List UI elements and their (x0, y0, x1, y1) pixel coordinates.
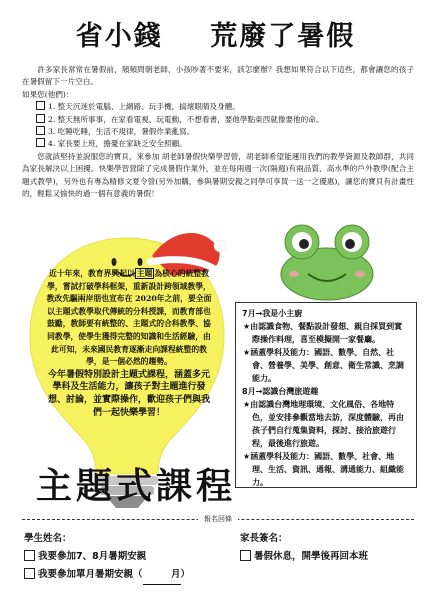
condition-item: 1. 整天沉迷於電腦、上網路、玩手機，搞壞眼睛及身體。 (36, 101, 414, 113)
intro-section (22, 64, 414, 200)
registration-form (24, 530, 416, 584)
schedule-july-title: 7月→我是小主廚 (242, 309, 303, 318)
schedule-item: ★由認識台灣地理環境、文化風俗、各地特色，並安排參觀當地去訪，深度體驗，再由孩子們自行蒐集資料，探討、接洽旅遊行程，最後進行旅遊。 (243, 400, 404, 448)
schedule-box (235, 302, 417, 488)
cut-line (22, 514, 414, 524)
checkbox[interactable] (240, 550, 251, 561)
page-title (0, 14, 431, 54)
checkbox[interactable] (36, 101, 45, 110)
divider-label: 報名回條 (198, 514, 238, 524)
checkbox[interactable] (36, 126, 45, 135)
checkbox[interactable] (36, 114, 45, 123)
checkbox[interactable] (24, 568, 35, 579)
schedule-august-title: 8月→認識台灣旅遊趣 (242, 387, 319, 396)
highlight-multidiscipline: 多元學科及生活能力 (52, 369, 211, 393)
student-name-label: 學生姓名： (24, 533, 72, 544)
checkbox[interactable] (24, 550, 35, 561)
main-title: 主題式課程 (36, 466, 237, 507)
highlight-theme: 主題 (136, 269, 153, 278)
schedule-item: ★涵蓋學科及能力：國語、數學、社會、地理、生活、資訊、通報、溝通能力、組織能力。 (243, 452, 404, 487)
title-left: 省小錢 (75, 21, 163, 52)
condition-checklist (22, 101, 414, 151)
option-single-month[interactable]: 我要參加單月暑期安親（ 月） (24, 566, 190, 585)
checkbox[interactable] (36, 138, 45, 147)
option-summer-break[interactable]: 暑假休息，開學後再回本班 (240, 548, 368, 566)
frog-icon (272, 218, 382, 302)
condition-item: 4. 家長要上班，擔憂在家缺乏安全照顧。 (36, 138, 414, 150)
intro-paragraph-2: 您就該堅持並說服您的寶貝，來參加 胡老師暑假快樂學習營，胡老師希望能運用我們的教學資源及教師群，共同為家長解決以上困擾。快樂學習營除了完成暑假作業外，並在每兩週一次(隔週)有兩品質、高水準的戶外教學(配合主題式教學)，另外也有專為精修文夏令營(另外加購，參與暑期安親之同學可享買一送一之優惠)，讓您的寶貝有計畫性的，輕鬆又愉快的過一個有意義的暑假！ (22, 151, 414, 199)
condition-item: 2. 整天無所事事，在家看電視、玩電動，不想看書，要他學點東西就像要他的命。 (36, 114, 414, 126)
bulb-text: 近十年來，教育界興起以 主題 為核心的統整教學，嘗試打破學科框架，重新設計跨領域教學，教改先驅兩岸朋也宣布在 2020年之前，要全面以主題式教學取代傳統的分科授課，而教育部也鼓勵，教師要有統整的、主題式的合科教學、協同教學，使學生獲得完整的知識和生活經驗，由此可知，未來國民教育逐漸走向課程統整的教學，是一個必然的趨勢。 今年暑假特別設計主題式課程，涵蓋多元學科及生活能力，讓孩子對主題進行發想、討論，並實際操作，歡迎孩子們與我們一起快樂學習！ (46, 269, 212, 418)
condition-item: 3. 吃睡吃睡，生活不規律，暑假作業亂寫。 (36, 126, 414, 138)
intro-paragraph: 許多家長常常在暑假前，頻頻問朝老師，小孩吵著不要來，該怎麼辦？我想如果符合以下這些，都會讓您的孩子在暑假留下一片空白。 (22, 65, 414, 87)
schedule-item: ★由認識食物、餐點設計發想、親自採買到實際操作料理，喜至模擬開一家餐廳。 (243, 322, 403, 344)
option-summer-july-august[interactable]: 我要參加7、8月暑期安親 (24, 548, 146, 566)
schedule-item: ★涵蓋學科及能力：國語、數學、自然、社會、營養學、美學、創意、衛生常識、烹調能力。 (243, 348, 404, 383)
condition-label: 如果您(他們)： (22, 89, 74, 99)
month-blank[interactable]: 月 (143, 566, 181, 585)
parent-signature-label: 家長簽名： (240, 533, 288, 544)
title-right: 荒廢了暑假 (210, 21, 356, 52)
